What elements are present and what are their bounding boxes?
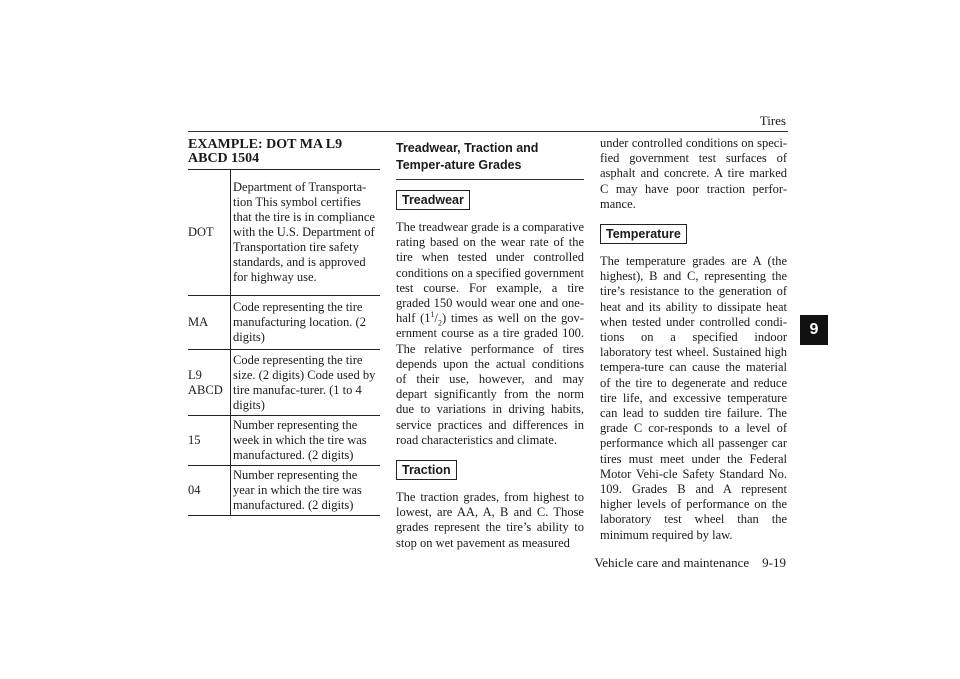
desc-cell: Number representing the week in which the tire was manufactured. (2 digits) [231, 416, 381, 466]
treadwear-label: Treadwear [396, 190, 470, 210]
example-heading: EXAMPLE: DOT MA L9 ABCD 1504 [188, 137, 343, 166]
table-row [188, 416, 380, 466]
grades-column [396, 140, 584, 561]
desc-cell: Number representing the year in which the tire was manufactured. (2 digits) [231, 466, 381, 516]
traction-continued-paragraph: under controlled conditions on speci-fied government test surfaces of asphalt and concrete. A tire marked C may have poor traction perfor-mance. [600, 136, 787, 211]
traction-label: Traction [396, 460, 457, 480]
desc-cell: Code representing the tire manufacturing location. (2 digits) [231, 296, 381, 350]
code-cell: L9 ABCD [188, 350, 231, 416]
code-cell: DOT [188, 170, 231, 296]
page-header-title: Tires [759, 113, 786, 128]
page-footer: Vehicle care and maintenance 9-19 [594, 555, 786, 570]
desc-cell: Department of Transporta-tion This symbol certifies that the tire is in compliance with the U.S. Department of Transportation tire safety standards, and is approved for highway use. [231, 170, 381, 296]
fraction-denominator: 2 [438, 318, 443, 328]
desc-cell: Code representing the tire size. (2 digits) Code used by tire manufac-turer. (1 to 4 digits) [231, 350, 381, 416]
code-cell: 15 [188, 416, 231, 466]
fraction-numerator: 1 [430, 310, 435, 320]
dot-code-table [188, 169, 380, 516]
chapter-tab: 9 [800, 315, 828, 345]
temperature-label: Temperature [600, 224, 687, 244]
table-row [188, 466, 380, 516]
header-rule [188, 131, 788, 132]
table-row [188, 296, 380, 350]
code-cell: 04 [188, 466, 231, 516]
treadwear-paragraph: The treadwear grade is a comparative rating based on the wear rate of the tire when tested under controlled conditions on a specified government test course. For example, a tire graded 150 would wear one and one-half $(1^1/_2)$ times as well on the gov-ernment course as a tire graded 100. The relative performance of tires depends upon the actual conditions of their use, however, and may depart significantly from the norm due to variations in driving habits, service practices and differences in road characteristics and climate. [396, 220, 584, 447]
table-row [188, 170, 380, 296]
grades-heading: Treadwear, Traction and Temper-ature Grades [396, 140, 584, 180]
traction-paragraph: The traction grades, from highest to lowest, are AA, A, B and C. Those grades represent the tire’s ability to stop on wet pavement as measured [396, 490, 584, 550]
treadwear-text-after: ) times as well on the gov-ernment course as a tire graded 100. The relative performance of tires depends upon the actual conditions of their use, however, and may depart significantly from the norm due to variations in driving habits, service practices and differences in road characteristics and climate. [396, 311, 584, 447]
code-cell: MA [188, 296, 231, 350]
treadwear-text-before: The treadwear grade is a comparative rating based on the wear rate of the tire when tested under controlled conditions on a specified government test course. For example, a tire graded 150 would wear one and one-half (1 [396, 220, 584, 326]
temperature-paragraph: The temperature grades are A (the highest), B and C, representing the tire’s resistance to the generation of heat and its ability to dissipate heat when tested under controlled condi-tions on a specified indoor laboratory test wheel. Sustained high tempera-ture can cause the material of the tire to degenerate and reduce tire life, and excessive temperature can lead to sudden tire failure. The grade C cor-responds to a level of performance which all passenger car tires must meet under the Federal Motor Vehi-cle Safety Standard No. 109. Grades B and A represent higher levels of performance on the laboratory test wheel than the minimum required by law. [600, 254, 787, 542]
continued-column [600, 136, 787, 553]
table-row [188, 350, 380, 416]
example-column [188, 138, 383, 516]
